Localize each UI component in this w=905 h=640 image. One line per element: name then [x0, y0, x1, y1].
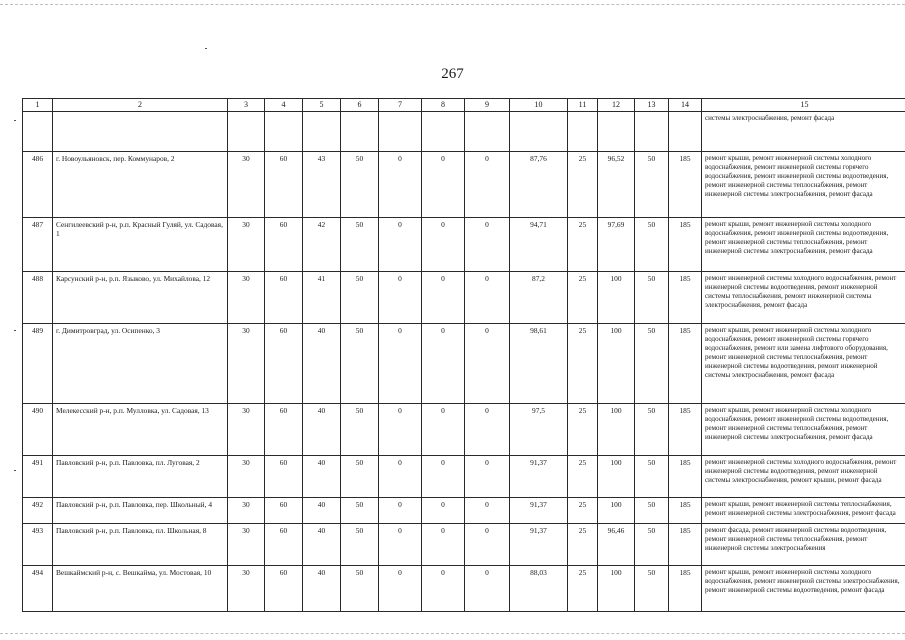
value-c13: 50: [635, 404, 669, 456]
value-c3: 30: [228, 456, 265, 498]
value-c11: 25: [568, 524, 598, 566]
column-header: 3: [228, 99, 265, 112]
value-c9: 0: [465, 272, 510, 324]
value-c10: 91,37: [510, 524, 568, 566]
column-header: 12: [598, 99, 635, 112]
scan-speck: [14, 330, 16, 331]
address: Мелекесский р-н, р.п. Мулловка, ул. Садовая, 13: [53, 404, 228, 456]
value-c14: 185: [669, 404, 702, 456]
value-c12: 96,52: [598, 152, 635, 218]
value-c3: 30: [228, 272, 265, 324]
value-c3: 30: [228, 152, 265, 218]
value-c7: 0: [379, 524, 422, 566]
table-row: [23, 404, 905, 456]
column-header: 14: [669, 99, 702, 112]
value-c10: 94,71: [510, 218, 568, 272]
value-c13: 50: [635, 272, 669, 324]
value-c4: 60: [265, 404, 303, 456]
work-list: ремонт крыши, ремонт инженерной системы холодного водоснабжения, ремонт инженерной системы водоотведения, ремонт инженерной системы теплоснабжения, ремонт инженерной системы электроснабжения, ремонт фасада: [702, 218, 905, 272]
value-c3: 30: [228, 498, 265, 524]
column-header: 6: [341, 99, 379, 112]
value-c12: 100: [598, 272, 635, 324]
value-c5: 40: [303, 456, 341, 498]
value-c11: 25: [568, 566, 598, 612]
row-number: 489: [23, 324, 53, 404]
column-header: 7: [379, 99, 422, 112]
table-row: [23, 566, 905, 612]
row-number: 487: [23, 218, 53, 272]
value-c8: 0: [422, 566, 465, 612]
column-header: 9: [465, 99, 510, 112]
row-number: 488: [23, 272, 53, 324]
value-c14: 185: [669, 524, 702, 566]
row-number: 493: [23, 524, 53, 566]
value-c5: 42: [303, 218, 341, 272]
work-list: ремонт инженерной системы холодного водоснабжения, ремонт инженерной системы водоотведения, ремонт инженерной системы электроснабжения, ремонт крыши, ремонт фасада: [702, 456, 905, 498]
value-c11: 25: [568, 152, 598, 218]
value-c3: 30: [228, 566, 265, 612]
value-c7: 0: [379, 498, 422, 524]
value-c10: 88,03: [510, 566, 568, 612]
value-c5: 40: [303, 524, 341, 566]
address: Павловский р-н, р.п. Павловка, пл. Школьная, 8: [53, 524, 228, 566]
value-c13: 50: [635, 324, 669, 404]
value-c14: 185: [669, 566, 702, 612]
value-c4: 60: [265, 152, 303, 218]
value-c11: 25: [568, 404, 598, 456]
value-c11: 25: [568, 324, 598, 404]
value-c8: 0: [422, 404, 465, 456]
table-row: [23, 456, 905, 498]
value-c4: 60: [265, 498, 303, 524]
repair-program-table: [22, 98, 905, 612]
value-c8: 0: [422, 456, 465, 498]
column-header: 8: [422, 99, 465, 112]
continuation-row: [23, 112, 905, 152]
value-c12: 100: [598, 324, 635, 404]
value-c8: 0: [422, 218, 465, 272]
value-c10: 87,2: [510, 272, 568, 324]
value-c10: 97,5: [510, 404, 568, 456]
work-list: системы электроснабжения, ремонт фасада: [702, 112, 905, 152]
value-c5: 40: [303, 324, 341, 404]
value-c6: 50: [341, 404, 379, 456]
address: Сенгилеевский р-н, р.п. Красный Гуляй, ул. Садовая, 1: [53, 218, 228, 272]
value-c4: 60: [265, 272, 303, 324]
value-c3: 30: [228, 404, 265, 456]
value-c3: 30: [228, 324, 265, 404]
row-number: 494: [23, 566, 53, 612]
value-c3: 30: [228, 218, 265, 272]
table-row: [23, 524, 905, 566]
value-c6: 50: [341, 324, 379, 404]
value-c7: 0: [379, 272, 422, 324]
value-c6: 50: [341, 456, 379, 498]
row-number: 492: [23, 498, 53, 524]
column-header: 10: [510, 99, 568, 112]
value-c3: 30: [228, 524, 265, 566]
value-c12: 100: [598, 566, 635, 612]
value-c8: 0: [422, 152, 465, 218]
value-c4: 60: [265, 218, 303, 272]
value-c11: 25: [568, 498, 598, 524]
value-c5: 41: [303, 272, 341, 324]
table-row: [23, 324, 905, 404]
column-header: 2: [53, 99, 228, 112]
column-header: 13: [635, 99, 669, 112]
value-c9: 0: [465, 498, 510, 524]
value-c8: 0: [422, 524, 465, 566]
value-c14: 185: [669, 324, 702, 404]
value-c7: 0: [379, 218, 422, 272]
address: Павловский р-н, р.п. Павловка, пер. Школьный, 4: [53, 498, 228, 524]
value-c6: 50: [341, 524, 379, 566]
value-c10: 91,37: [510, 456, 568, 498]
value-c9: 0: [465, 324, 510, 404]
value-c11: 25: [568, 456, 598, 498]
address: Павловский р-н, р.п. Павловка, пл. Луговая, 2: [53, 456, 228, 498]
address: г. Димитровград, ул. Осипенко, 3: [53, 324, 228, 404]
value-c5: 40: [303, 566, 341, 612]
work-list: ремонт крыши, ремонт инженерной системы холодного водоснабжения, ремонт инженерной системы горячего водоснабжения, ремонт или замена лифтового оборудования, ремонт инженерной системы теплоснабжения, ремонт инженерной системы водоотведения, ремонт инженерной системы электроснабжения, ремонт фасада: [702, 324, 905, 404]
work-list: ремонт инженерной системы холодного водоснабжения, ремонт инженерной системы водоотведения, ремонт инженерной системы теплоснабжения, ремонт инженерной системы электроснабжения, ремонт фасада: [702, 272, 905, 324]
row-number: 491: [23, 456, 53, 498]
work-list: ремонт крыши, ремонт инженерной системы холодного водоснабжения, ремонт инженерной системы водоотведения, ремонт инженерной системы теплоснабжения, ремонт инженерной системы электроснабжения, ремонт фасада: [702, 404, 905, 456]
value-c4: 60: [265, 456, 303, 498]
table-row: [23, 272, 905, 324]
value-c14: 185: [669, 456, 702, 498]
scan-edge-bottom: [0, 633, 905, 634]
value-c5: 40: [303, 498, 341, 524]
table-row: [23, 218, 905, 272]
value-c9: 0: [465, 524, 510, 566]
value-c8: 0: [422, 324, 465, 404]
work-list: ремонт крыши, ремонт инженерной системы теплоснабжения, ремонт инженерной системы электроснабжения, ремонт фасада: [702, 498, 905, 524]
value-c9: 0: [465, 218, 510, 272]
value-c4: 60: [265, 524, 303, 566]
value-c4: 60: [265, 324, 303, 404]
value-c12: 100: [598, 404, 635, 456]
value-c6: 50: [341, 272, 379, 324]
column-header: 1: [23, 99, 53, 112]
value-c7: 0: [379, 152, 422, 218]
value-c13: 50: [635, 456, 669, 498]
value-c7: 0: [379, 456, 422, 498]
value-c6: 50: [341, 152, 379, 218]
value-c13: 50: [635, 566, 669, 612]
value-c8: 0: [422, 498, 465, 524]
column-header: 15: [702, 99, 905, 112]
page-number: 267: [441, 66, 464, 82]
value-c7: 0: [379, 324, 422, 404]
scan-speck: [14, 470, 16, 471]
column-header: 11: [568, 99, 598, 112]
value-c6: 50: [341, 498, 379, 524]
work-list: ремонт фасада, ремонт инженерной системы водоотведения, ремонт инженерной системы теплоснабжения, ремонт инженерной системы электроснабжения: [702, 524, 905, 566]
value-c8: 0: [422, 272, 465, 324]
value-c5: 40: [303, 404, 341, 456]
value-c14: 185: [669, 498, 702, 524]
value-c10: 98,61: [510, 324, 568, 404]
value-c11: 25: [568, 272, 598, 324]
value-c6: 50: [341, 218, 379, 272]
value-c5: 43: [303, 152, 341, 218]
column-number-header-row: [23, 99, 905, 112]
scan-edge-top: [0, 4, 905, 5]
work-list: ремонт крыши, ремонт инженерной системы холодного водоснабжения, ремонт инженерной системы горячего водоснабжения, ремонт инженерной системы водоотведения, ремонт инженерной системы теплоснабжения, ремонт инженерной системы электроснабжения, ремонт фасада: [702, 152, 905, 218]
value-c9: 0: [465, 152, 510, 218]
address: Вешкаймский р-н, с. Вешкайма, ул. Мостовая, 10: [53, 566, 228, 612]
column-header: 4: [265, 99, 303, 112]
row-number: 486: [23, 152, 53, 218]
value-c7: 0: [379, 404, 422, 456]
row-number: 490: [23, 404, 53, 456]
value-c13: 50: [635, 218, 669, 272]
work-list: ремонт крыши, ремонт инженерной системы холодного водоснабжения, ремонт инженерной системы электроснабжения, ремонт инженерной системы водоотведения, ремонт фасада: [702, 566, 905, 612]
value-c12: 96,46: [598, 524, 635, 566]
value-c13: 50: [635, 524, 669, 566]
value-c12: 97,69: [598, 218, 635, 272]
value-c10: 87,76: [510, 152, 568, 218]
scan-speck: [205, 48, 207, 49]
value-c14: 185: [669, 272, 702, 324]
value-c12: 100: [598, 498, 635, 524]
value-c14: 185: [669, 152, 702, 218]
column-header: 5: [303, 99, 341, 112]
scan-speck: [14, 120, 16, 121]
value-c9: 0: [465, 404, 510, 456]
value-c9: 0: [465, 566, 510, 612]
value-c10: 91,37: [510, 498, 568, 524]
value-c13: 50: [635, 152, 669, 218]
value-c7: 0: [379, 566, 422, 612]
value-c11: 25: [568, 218, 598, 272]
value-c9: 0: [465, 456, 510, 498]
table-row: [23, 152, 905, 218]
value-c12: 100: [598, 456, 635, 498]
value-c13: 50: [635, 498, 669, 524]
table-row: [23, 498, 905, 524]
address: Карсунский р-н, р.п. Языково, ул. Михайлова, 12: [53, 272, 228, 324]
value-c6: 50: [341, 566, 379, 612]
address: г. Новоульяновск, пер. Коммунаров, 2: [53, 152, 228, 218]
value-c4: 60: [265, 566, 303, 612]
value-c14: 185: [669, 218, 702, 272]
